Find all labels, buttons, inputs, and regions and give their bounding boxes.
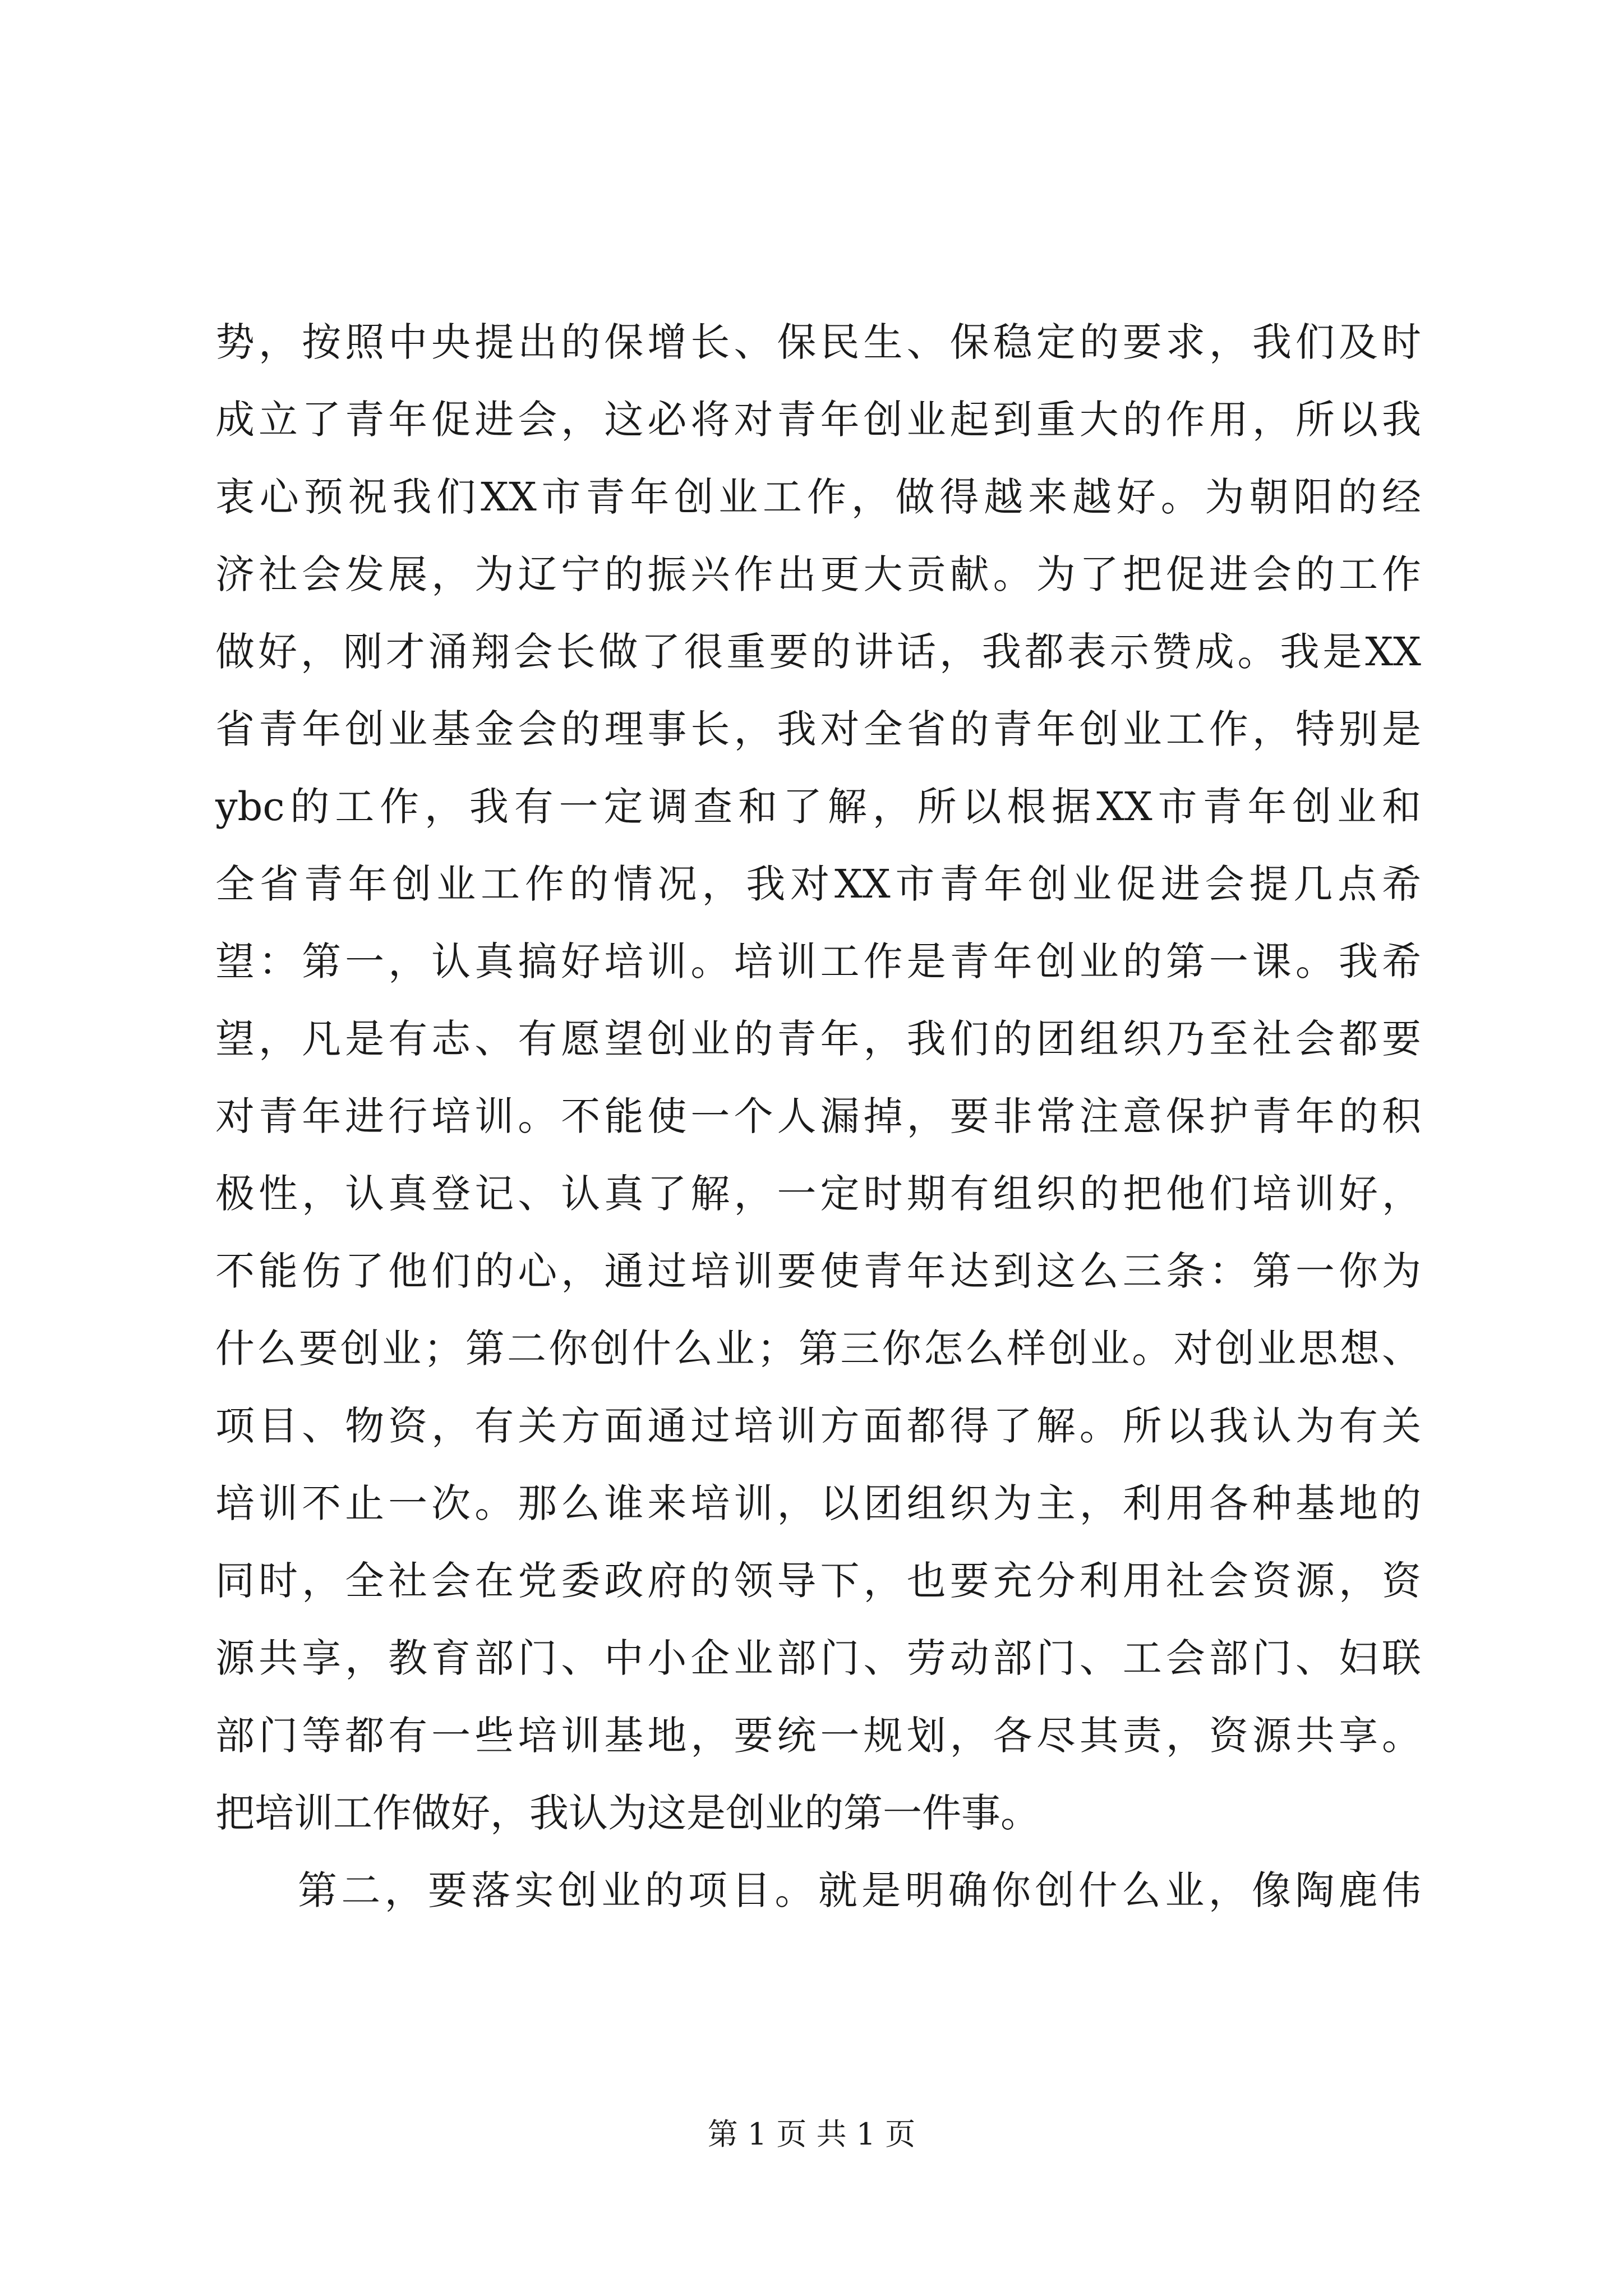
text-line: 把培训工作做好，我认为这是创业的第一件事。 [215,1790,1040,1836]
document-body [215,303,1421,1929]
text-line: ybc的工作，我有一定调查和了解，所以根据XX市青年创业和 [215,784,1421,830]
text-line: 做好，刚才涌翔会长做了很重要的讲话，我都表示赞成。我是XX [215,629,1421,675]
text-line: 培训不止一次。那么谁来培训，以团组织为主，利用各种基地的 [215,1480,1421,1526]
page-footer [0,2115,1623,2154]
text-line: 源共享，教育部门、中小企业部门、劳动部门、工会部门、妇联 [215,1635,1421,1681]
text-line: 望：第一，认真搞好培训。培训工作是青年创业的第一课。我希 [215,938,1421,984]
text-line: 不能伤了他们的心，通过培训要使青年达到这么三条：第一你为 [215,1248,1421,1294]
text-line: 同时，全社会在党委政府的领导下，也要充分利用社会资源，资 [215,1558,1421,1604]
paragraph-first-line: 第二，要落实创业的项目。就是明确你创什么业，像陶鹿伟 [298,1867,1421,1913]
text-line: 济社会发展，为辽宁的振兴作出更大贡献。为了把促进会的工作 [215,551,1421,597]
text-line: 全省青年创业工作的情况，我对XX市青年创业促进会提几点希 [215,861,1421,907]
text-line: 项目、物资，有关方面通过培训方面都得了解。所以我认为有关 [215,1403,1421,1449]
text-line: 望，凡是有志、有愿望创业的青年，我们的团组织乃至社会都要 [215,1016,1421,1062]
text-line: 势，按照中央提出的保增长、保民生、保稳定的要求，我们及时 [215,319,1421,365]
text-line: 极性，认真登记、认真了解，一定时期有组织的把他们培训好， [215,1171,1421,1217]
text-line: 部门等都有一些培训基地，要统一规划，各尽其责，资源共享。 [215,1713,1421,1759]
text-line: 省青年创业基金会的理事长，我对全省的青年创业工作，特别是 [215,706,1421,752]
text-line: 成立了青年促进会，这必将对青年创业起到重大的作用，所以我 [215,397,1421,443]
page-number: 第 1 页 共 1 页 [707,2116,916,2152]
text-line: 什么要创业；第二你创什么业；第三你怎么样创业。对创业思想、 [215,1326,1421,1372]
text-line: 对青年进行培训。不能使一个人漏掉，要非常注意保护青年的积 [215,1093,1421,1139]
text-line: 衷心预祝我们XX市青年创业工作，做得越来越好。为朝阳的经 [215,474,1421,520]
